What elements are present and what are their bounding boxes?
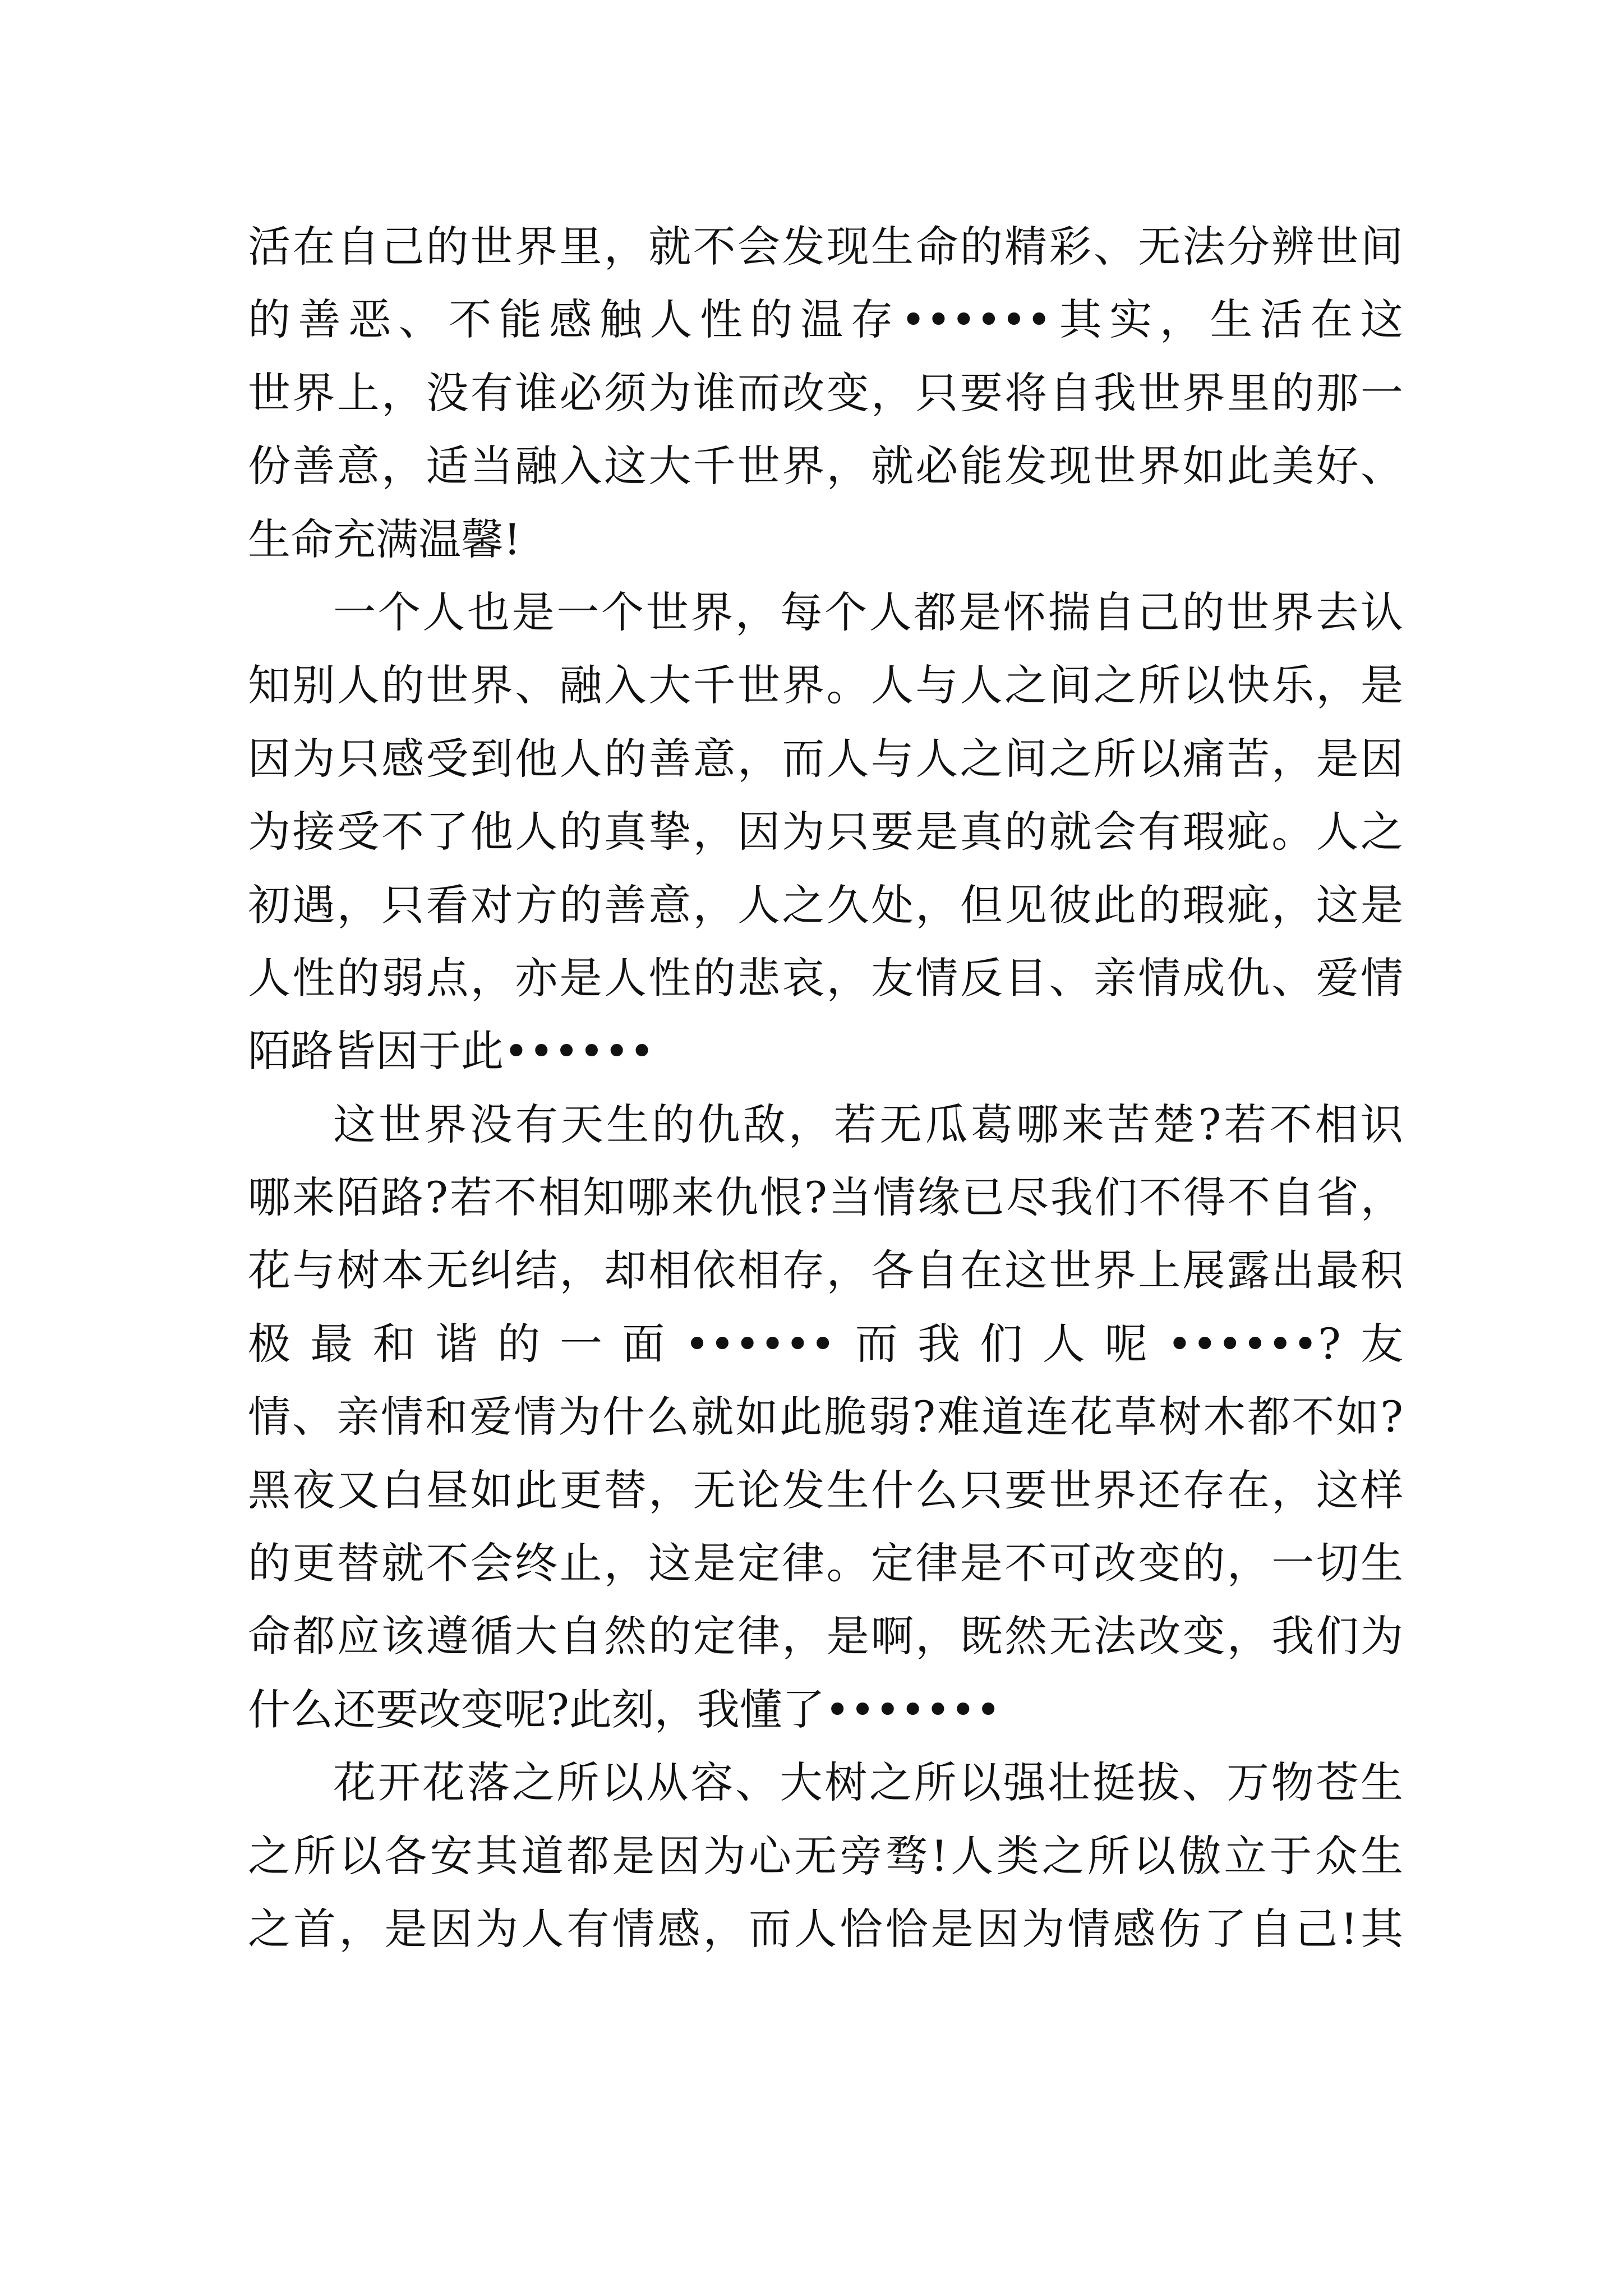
text-line: 花开花落之所以从容、大树之所以强壮挺拔、万物苍生: [333, 1757, 1403, 1808]
text-line: 一个人也是一个世界，每个人都是怀揣自己的世界去认: [333, 587, 1403, 637]
text-line: 份善意，适当融入这大千世界，就必能发现世界如此美好、: [248, 441, 1403, 491]
text-line: 世界上，没有谁必须为谁而改变，只要将自我世界里的那一: [248, 367, 1403, 418]
text-line: 因为只感受到他人的善意，而人与人之间之所以痛苦，是因: [248, 733, 1403, 784]
paragraph-3: [248, 1088, 1403, 1747]
text-line: 活在自己的世界里，就不会发现生命的精彩、无法分辨世间: [248, 222, 1403, 272]
text-line: 极最和谐的一面••••••而我们人呢••••••?友: [248, 1318, 1403, 1369]
text-line: 生命充满温馨!: [248, 514, 521, 564]
text-line: 初遇，只看对方的善意，人之久处，但见彼此的瑕疵，这是: [248, 880, 1403, 930]
paragraph-2: [248, 576, 1403, 1088]
text-line: 这世界没有天生的仇敌，若无瓜葛哪来苦楚?若不相识: [333, 1099, 1403, 1149]
text-line: 陌路皆因于此••••••: [248, 1026, 654, 1076]
text-line: 命都应该遵循大自然的定律，是啊，既然无法改变，我们为: [248, 1611, 1403, 1662]
text-line: 之所以各安其道都是因为心无旁骛!人类之所以傲立于众生: [248, 1830, 1403, 1881]
text-line: 之首，是因为人有情感，而人恰恰是因为情感伤了自己!其: [248, 1903, 1403, 1954]
text-line: 知别人的世界、融入大千世界。人与人之间之所以快乐，是: [248, 660, 1403, 711]
text-line: 为接受不了他人的真挚，因为只要是真的就会有瑕疵。人之: [248, 807, 1403, 857]
text-line: 情、亲情和爱情为什么就如此脆弱?难道连花草树木都不如?: [248, 1392, 1403, 1442]
paragraph-4: [248, 1746, 1403, 1966]
text-line: 的更替就不会终止，这是定律。定律是不可改变的，一切生: [248, 1538, 1403, 1589]
text-line: 黑夜又白昼如此更替，无论发生什么只要世界还存在，这样: [248, 1465, 1403, 1515]
text-line: 什么还要改变呢?此刻，我懂了•••••••: [248, 1684, 1001, 1734]
text-line: 的善恶、不能感触人性的温存••••••其实，生活在这: [248, 295, 1403, 345]
text-line: 哪来陌路?若不相知哪来仇恨?当情缘已尽我们不得不自省，: [248, 1172, 1403, 1223]
article-text: [248, 210, 1403, 1966]
text-line: 花与树本无纠结，却相依相存，各自在这世界上展露出最积: [248, 1245, 1403, 1296]
paragraph-1: [248, 210, 1403, 576]
text-line: 人性的弱点，亦是人性的悲哀，友情反目、亲情成仇、爱情: [248, 953, 1403, 1003]
